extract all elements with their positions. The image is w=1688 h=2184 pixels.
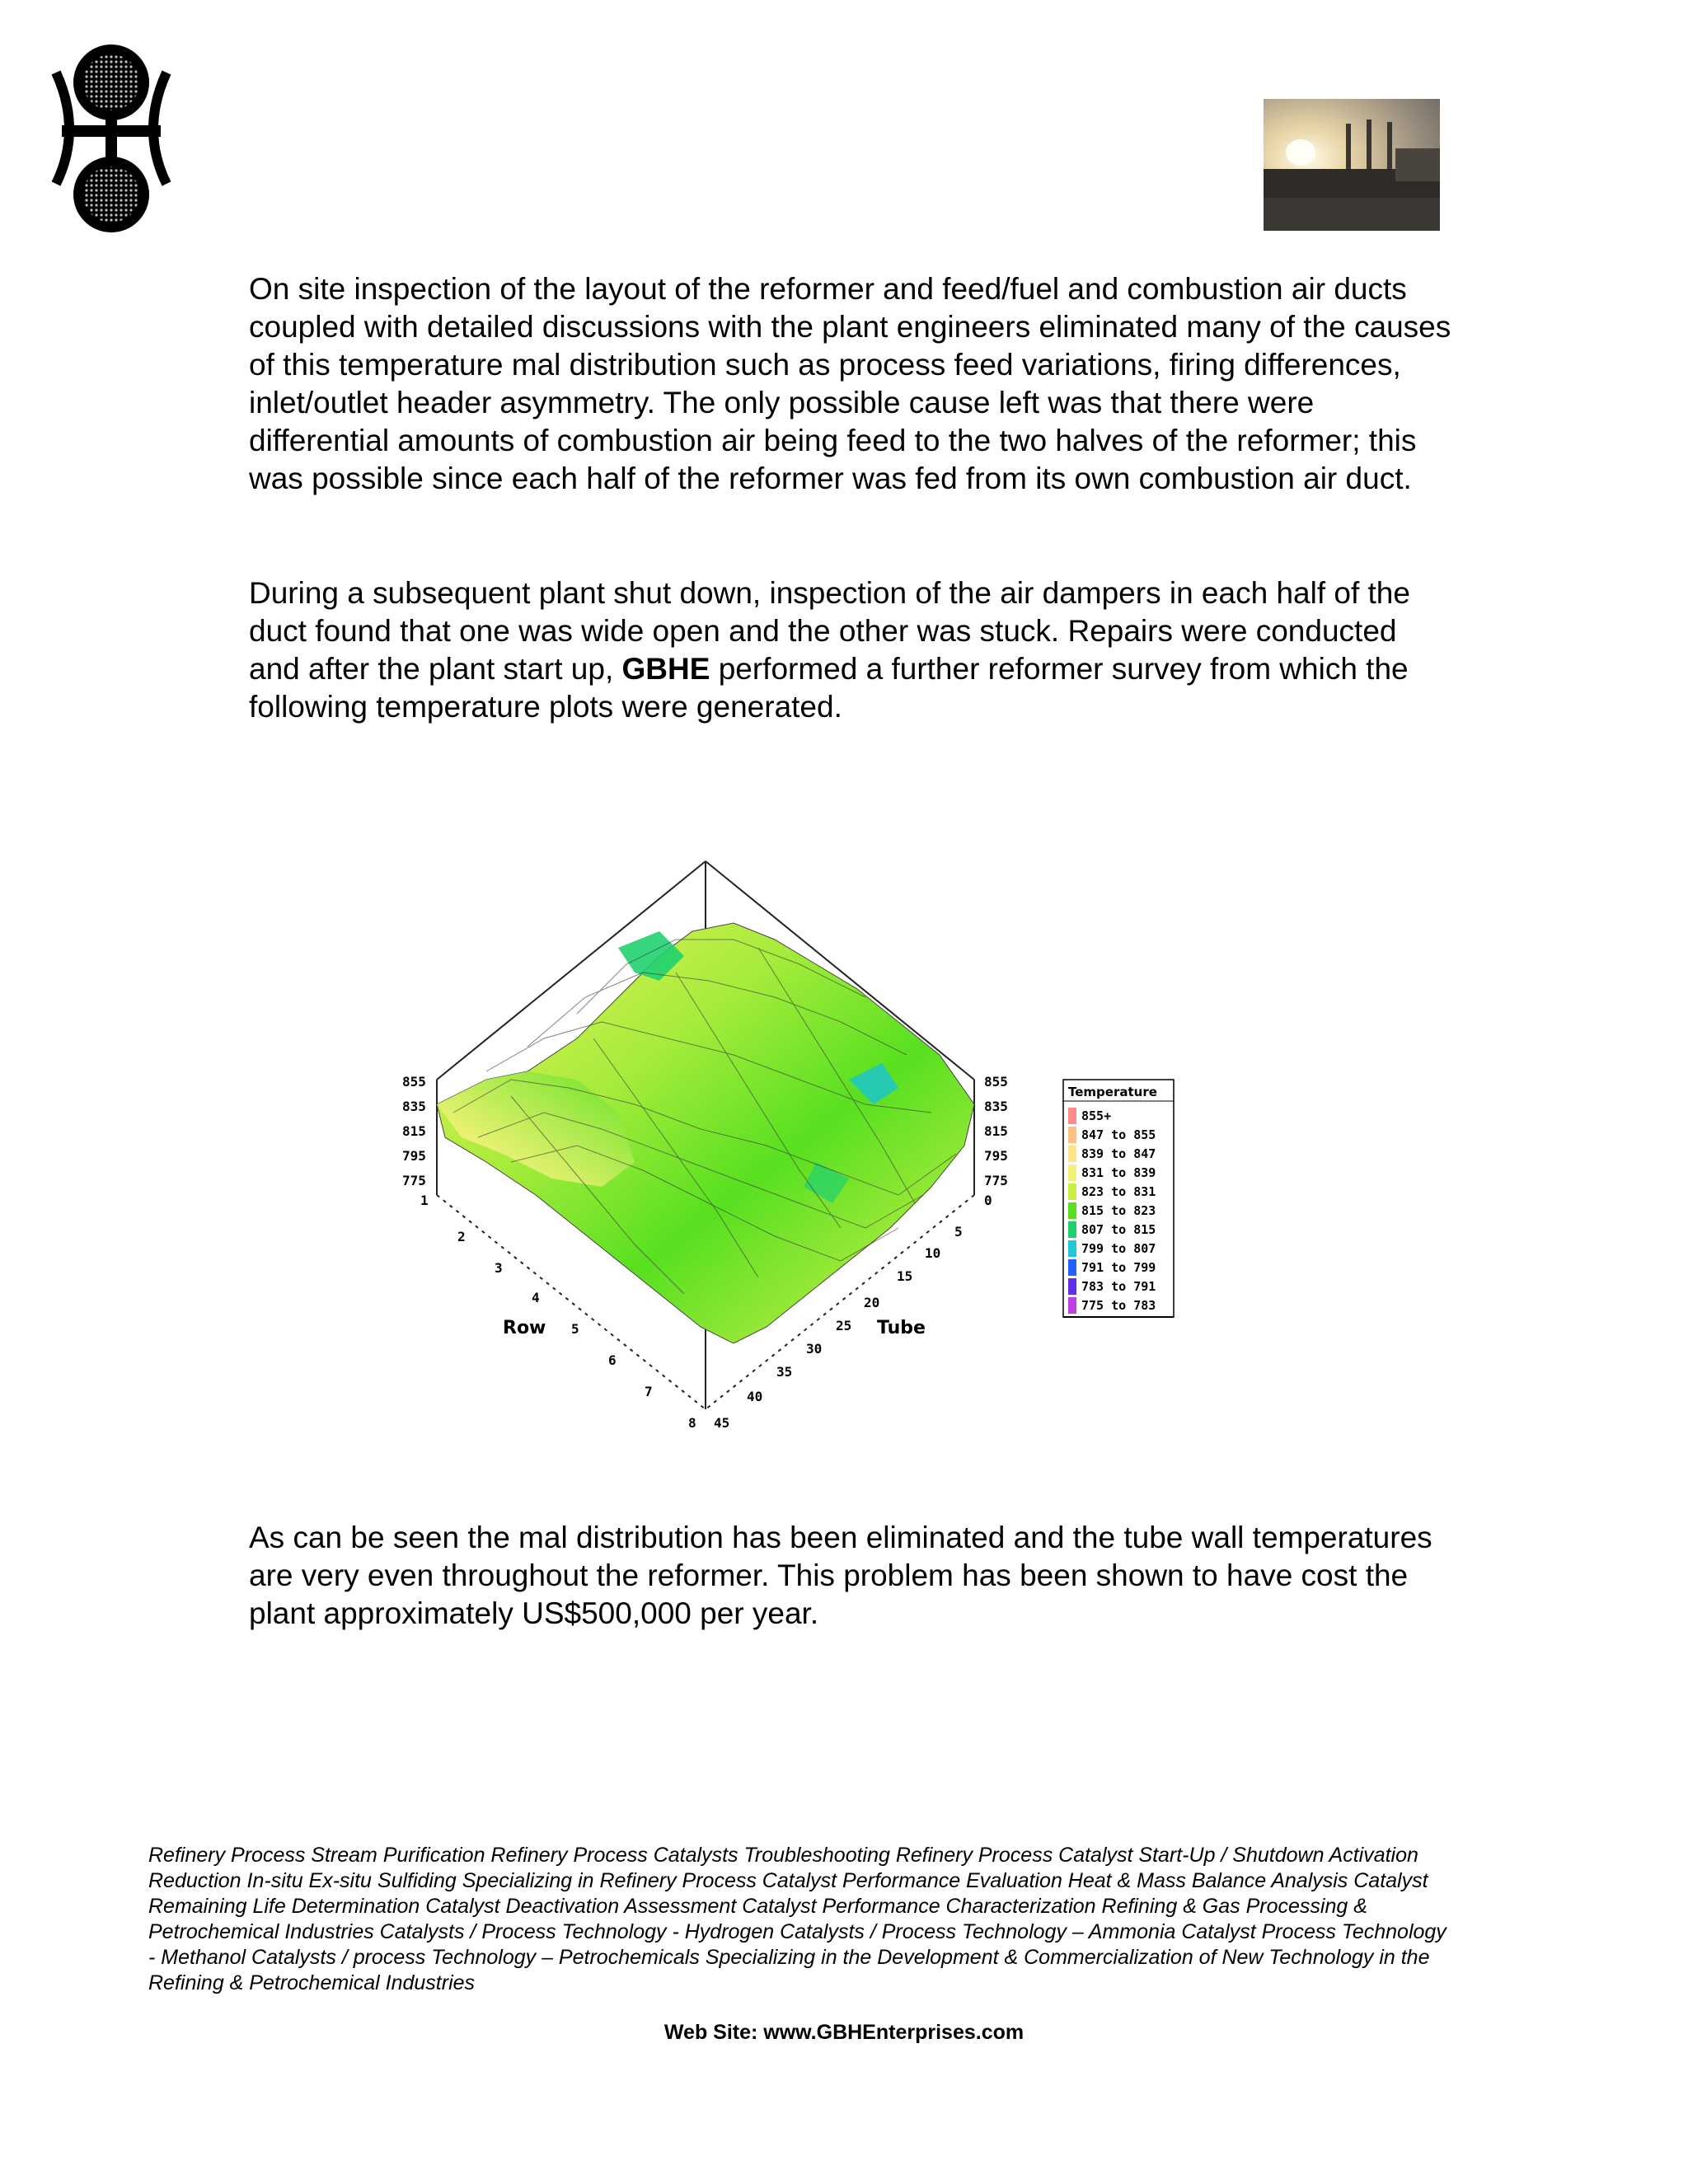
paragraph-shutdown-text-b: performed a further reformer survey from which the following temperature plots were generated.	[249, 652, 1409, 724]
footer-services: Refinery Process Stream Purification Refinery Process Catalysts Troubleshooting Refinery Process Catalyst Start-Up / Shutdown Activation Reduction In-situ Ex-situ Sulfiding Specializing in Refinery Process Catalyst Performance Evaluation Heat & Mass Balance Analysis Catalyst Remaining Life Determination Catalyst Deactivation Assessment Catalyst Performance Characterization Refining & Gas Processing & Petrochemical Industries Catalysts / Process Technology - Hydrogen Catalysts / Process Technology – Ammonia Catalyst Process Technology - Methanol Catalysts / process Technology – Petrochemicals Specializing in the Development & Commercialization of New Technology in the Refining & Petrochemical Industries	[148, 1844, 1447, 1994]
website-link[interactable]: Web Site: www.GBHEnterprises.com	[663, 2021, 1025, 2044]
tube-tick: 25	[836, 1318, 852, 1333]
tube-tick: 10	[925, 1245, 941, 1261]
tube-tick: 20	[864, 1295, 880, 1310]
z-tick-right: 855	[984, 1074, 1008, 1090]
z-tick-left: 775	[402, 1173, 426, 1188]
tube-tick: 15	[897, 1268, 913, 1284]
paragraph-shutdown	[249, 574, 1452, 726]
tube-tick: 45	[714, 1415, 730, 1431]
legend-label: 807 to 815	[1081, 1222, 1156, 1237]
legend-swatch	[1068, 1146, 1076, 1162]
z-tick-left: 795	[402, 1148, 426, 1164]
tube-tick: 40	[747, 1389, 763, 1404]
row-tick: 4	[532, 1290, 540, 1305]
paragraph-inspection: On site inspection of the layout of the reformer and feed/fuel and combustion air ducts coupled with detailed discussions with the plant engineers eliminated many of the causes of this temperature mal distribution such as process feed variations, firing differences, inlet/outlet header asymmetry. The only possible cause left was that there were differential amounts of combustion air being feed to the two halves of the reformer; this was possible since each half of the reformer was fed from its own combustion air duct.	[249, 272, 1451, 495]
z-tick-right: 775	[984, 1173, 1008, 1188]
row-tick: 7	[645, 1384, 653, 1399]
legend-items	[1068, 1108, 1156, 1314]
legend-label: 815 to 823	[1081, 1203, 1156, 1218]
z-tick-right: 795	[984, 1148, 1008, 1164]
z-tick-left: 815	[402, 1123, 426, 1139]
temperature-surface	[437, 923, 974, 1343]
refinery-photo	[1264, 99, 1440, 231]
legend-label: 783 to 791	[1081, 1279, 1156, 1294]
tube-tick: 5	[954, 1224, 963, 1240]
z-tick-right: 815	[984, 1123, 1008, 1139]
row-axis-label: Row	[503, 1318, 546, 1338]
legend-swatch	[1068, 1108, 1076, 1124]
row-tick: 5	[571, 1321, 579, 1337]
z-tick-left: 835	[402, 1099, 426, 1114]
company-logo	[49, 40, 173, 237]
row-tick: 6	[608, 1352, 617, 1368]
gbhe-bold: GBHE	[621, 652, 710, 686]
legend-title: Temperature	[1068, 1085, 1157, 1099]
z-tick-right: 835	[984, 1099, 1008, 1114]
legend-label: 823 to 831	[1081, 1184, 1156, 1199]
tube-tick: 30	[806, 1341, 823, 1357]
temperature-surface-plot	[387, 832, 1212, 1459]
row-tick: 2	[457, 1229, 466, 1244]
legend-swatch	[1068, 1202, 1076, 1219]
paragraph-shutdown-text-a: During a subsequent plant shut down, inspection of the air dampers in each half of the duct found that one was wide open and the other was stuck. Repairs were conducted and after the plant start up,	[249, 576, 1410, 686]
legend-label: 775 to 783	[1081, 1298, 1156, 1313]
legend-swatch	[1068, 1297, 1076, 1314]
legend-label: 831 to 839	[1081, 1165, 1156, 1180]
tube-axis-label: Tube	[877, 1318, 926, 1338]
legend-swatch	[1068, 1127, 1076, 1143]
row-tick: 3	[495, 1260, 503, 1276]
legend-swatch	[1068, 1278, 1076, 1295]
legend-label: 847 to 855	[1081, 1127, 1156, 1142]
legend-label: 839 to 847	[1081, 1146, 1156, 1161]
row-tick: 8	[688, 1415, 696, 1431]
tube-tick: 0	[984, 1193, 992, 1208]
legend-label: 791 to 799	[1081, 1260, 1156, 1275]
legend-swatch	[1068, 1165, 1076, 1181]
tube-tick: 35	[776, 1364, 793, 1380]
z-tick-left: 855	[402, 1074, 426, 1090]
legend-swatch	[1068, 1221, 1076, 1238]
legend-swatch	[1068, 1240, 1076, 1257]
legend-label: 855+	[1081, 1108, 1112, 1123]
paragraph-conclusion: As can be seen the mal distribution has been eliminated and the tube wall temperatures are very even throughout the reformer. This problem has been shown to have cost the plant approximately US$500,000 per year.	[249, 1521, 1432, 1630]
row-tick: 1	[420, 1193, 429, 1208]
legend-label: 799 to 807	[1081, 1241, 1156, 1256]
legend-swatch	[1068, 1259, 1076, 1276]
legend-swatch	[1068, 1183, 1076, 1200]
